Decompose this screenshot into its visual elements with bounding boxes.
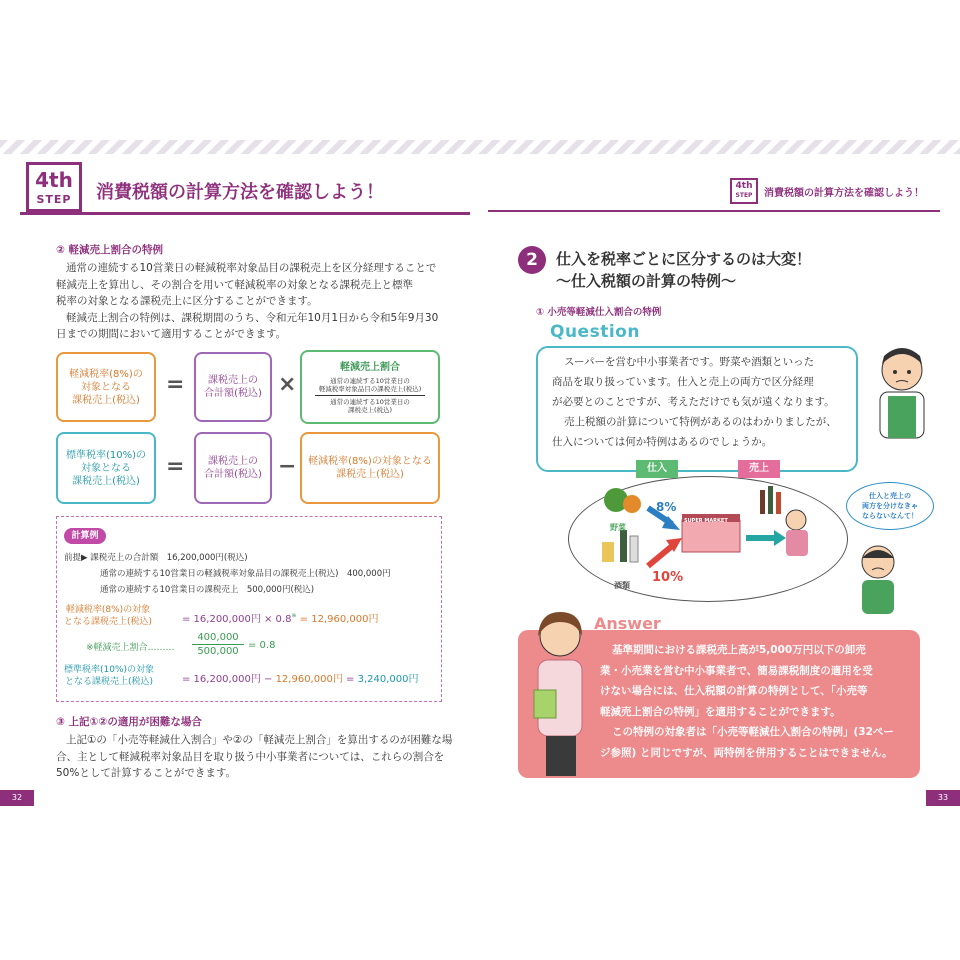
text-line: ジ参照) と同じですが、両特例を併用することはできません。 [600,746,893,759]
text-line: 売上税額の計算について特例があるのはわかりましたが、 [564,416,837,428]
fraction-bar [315,395,425,396]
calc-row2-result: = 0.8 [248,640,276,651]
text-line: 通常の連続する10営業日の軽減税率対象品目の課税売上を区分経理することで [66,262,437,274]
equals-sign: = [166,372,185,397]
rate-10-label: 10% [652,570,684,585]
beer-icon [602,542,614,562]
header-stripe [0,140,960,154]
calc-row1-formula [182,610,379,625]
section-2-title: ② 軽減売上割合の特例 [56,244,164,256]
text-line: 合計額(税込) [204,469,262,480]
step-badge-small [730,178,758,204]
text-line: 対象となる [80,381,131,393]
calc-row1-label [64,604,152,628]
page-number-left: 32 [0,790,34,806]
calc-row2-fraction [192,632,244,657]
ratio-numerator [319,377,422,393]
text-line: 両方を分けなきゃ [862,502,918,510]
text-line: 上記①の「小売等軽減仕入割合」や②の「軽減売上割合」を算出するのが困難な場 [66,734,453,746]
shopkeeper-illustration [862,340,942,440]
calc-row3-expression: = 16,200,000円 − [182,674,276,685]
page-title: 消費税額の計算方法を確認しよう！ [96,182,384,203]
question-label: Question [550,322,640,342]
page-title-small: 消費税額の計算方法を確認しよう！ [764,188,924,199]
vegetables-label: 野菜 [610,523,626,532]
arrow-head-icon [774,530,786,546]
section-number-badge: 2 [518,246,546,274]
worried-shopkeeper-illustration [848,540,908,616]
formula2-reduced-sales-box [300,432,440,504]
header-rule-right [488,210,940,212]
text-line: 仕入と売上の [869,492,911,500]
text-line: 商品を取り扱っています。仕入と売上の両方で区分経理 [552,376,814,388]
step-label: STEP [36,193,72,206]
header-rule [20,212,470,215]
formula1-ratio-box [300,350,440,424]
section-title [556,248,811,292]
store-icon [682,520,740,552]
premise-line-3: 通常の連続する10営業日の課税売上 500,000円(税込) [100,585,315,595]
sales-label: 売上 [738,460,780,478]
text-line: ならないなんて！ [862,512,918,520]
formula2-total-sales-box [194,432,272,504]
ratio-title: 軽減売上割合 [340,361,400,373]
step-number: 4th [35,168,73,192]
text-line: となる課税売上(税込) [65,677,154,687]
section-3-title: ③ 上記①②の適用が困難な場合 [56,716,202,728]
bottle-icon [760,490,765,514]
store-sign: SUPER MARKET [684,518,728,524]
text-line: 軽減売上割合の特例は、課税期間のうち、令和元年10月1日から令和5年9月30 [66,311,439,324]
scene-illustration [590,480,830,590]
step-badge [26,162,82,212]
calc-row1-note-mark: ※ [291,612,297,620]
bottle-icon [776,492,781,514]
formula2-standard-sales-box [56,432,156,504]
text-line: 軽減税率(8%)の対象 [65,605,151,615]
rate-8-label: 8% [656,500,677,514]
question-text [552,352,852,452]
text-line: 対象となる [81,462,131,474]
text-line: 合、主として軽減税率対象品目を取り扱う中小事業者については、これらの割合を [56,750,445,763]
bottle-icon [768,486,773,514]
text-line: 合計額(税込) [204,388,262,399]
text-line: が必要とのことですが、考えただけでも気が遠くなります。 [552,396,835,408]
bottle-icon [620,530,627,562]
fraction-numerator: 400,000 [197,632,239,643]
text-line: 課税売上の [208,456,258,467]
text-line: スーパーを営む中小事業者です。野菜や酒類といった [564,356,815,368]
formula1-reduced-sales-box [56,352,156,422]
customer-icon [786,510,806,530]
text-line: けない場合には、仕入税額の計算の特例として、「小売等 [600,685,868,697]
calc-row3-formula [182,670,418,685]
text-line: 仕入については何か特例はあるのでしょうか。 [552,436,773,448]
text-line: 課税売上の [208,375,258,386]
calc-row3-subtrahend: 12,960,000円 [275,674,343,685]
step-number-small: 4th [735,181,753,191]
advisor-illustration [524,606,594,778]
text-line: 通常の連続する10営業日の [330,376,410,385]
text-line: 課税売上(税込) [72,394,140,406]
text-line: 軽減売上を算出し、その割合を用いて軽減税率の対象となる課税売上と標準 [56,278,413,291]
thought-bubble [846,482,934,530]
calc-row1-result: = 12,960,000円 [299,614,379,625]
text-line: 通常の連続する10営業日の [330,397,410,406]
text-line: 基準期間における課税売上高が5,000万円以下の卸売 [612,644,866,656]
fraction-bar [192,644,244,645]
text-line: となる課税売上(税込) [64,617,153,627]
ratio-denominator [330,398,410,414]
premise-line-1: 前提▶ 課税売上の合計額 16,200,000円(税込) [64,553,248,563]
calc-row2-label: ※軽減売上割合……… [86,643,175,653]
formula1-total-sales-box [194,352,272,422]
text-line: 50%として計算することができます。 [56,767,236,779]
calc-row3-result: 3,240,000円 [357,674,419,685]
section-3-paragraph [56,732,456,782]
text-line: 軽減売上割合の特例」を適用することができます。 [600,705,841,718]
multiply-sign: × [278,372,297,397]
vegetable-icon [623,495,641,513]
section-2-paragraph-1 [56,260,456,343]
minus-sign: − [278,454,297,479]
calc-row3-label [64,664,154,688]
text-line: 標準税率(10%)の対象 [64,665,155,675]
text-line: 課税売上(税込) [72,475,140,487]
page-number-right: 33 [926,790,960,806]
text-line: 軽減税率(8%)の対象となる [308,456,432,467]
calculation-example-tag: 計算例 [64,528,106,544]
answer-text [600,640,916,763]
equals-sign: = [166,454,185,479]
arrow-icon [648,546,672,566]
text-line: 日までの期間において適用することができます。 [56,328,287,340]
text-line: 税率の対象となる課税売上に区分することができます。 [56,295,318,307]
text-line: 標準税率(10%)の [65,449,147,461]
text-line: 課税売上(税込) [347,405,393,414]
text-line: この特例の対象者は「小売等軽減仕入割合の特例」(32ペー [612,726,894,738]
fraction-denominator: 500,000 [197,646,239,657]
step-label-small: STEP [735,192,753,199]
subsection-title: ① 小売等軽減仕入割合の特例 [536,307,662,318]
text-line: 課税売上(税込) [336,469,404,480]
premise-line-2: 通常の連続する10営業日の軽減税率対象品目の課税売上(税込) 400,000円 [100,569,391,579]
alcohol-label: 酒類 [614,581,630,590]
purchase-label: 仕入 [636,460,678,478]
text-line: 軽減税率(8%)の [69,368,143,380]
calc-row3-equals: = [342,674,358,685]
text-line: 業・小売業を営む中小事業者で、簡易課税制度の適用を受 [600,664,873,677]
customer-body-icon [786,530,808,556]
calc-row1-expression: = 16,200,000円 × 0.8 [182,614,292,625]
answer-label: Answer [594,614,661,633]
bottle-icon [630,536,638,562]
text-line: 軽減税率対象品目の課税売上(税込) [318,384,422,393]
title-line: 仕入を税率ごとに区分するのは大変！ [556,250,812,268]
title-line: ～仕入税額の計算の特例～ [556,272,737,290]
